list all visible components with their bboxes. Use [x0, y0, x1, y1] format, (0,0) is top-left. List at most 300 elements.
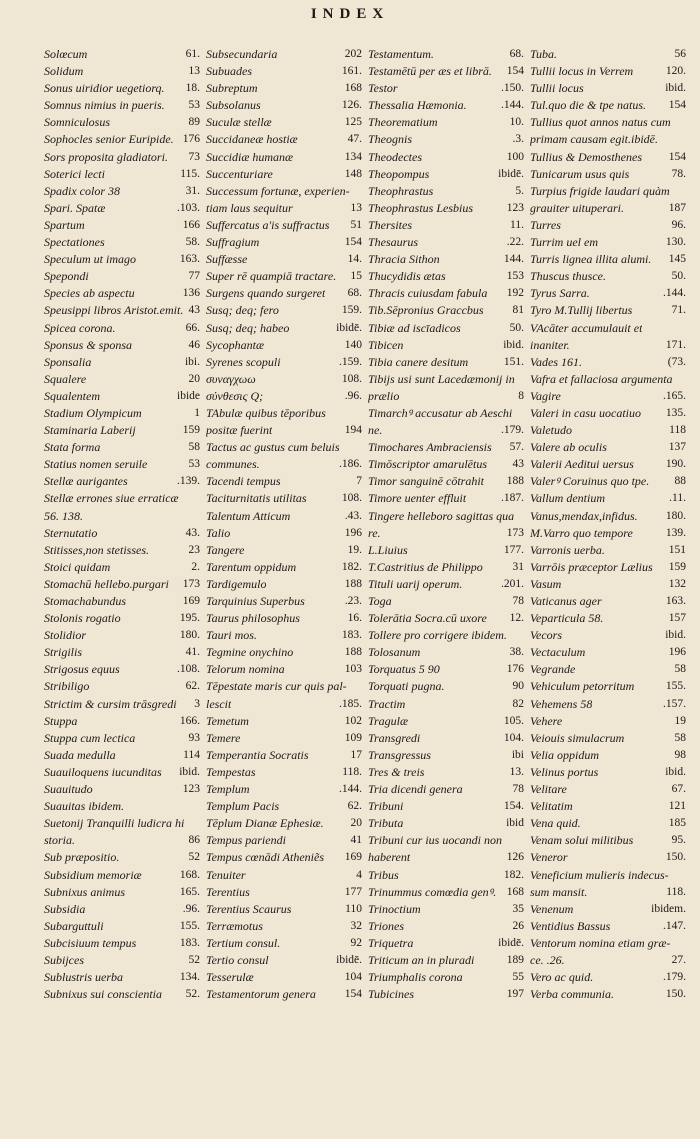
- index-entry: [530, 935, 686, 952]
- index-term: Testamentorum genera: [206, 987, 316, 1002]
- index-page-ref: [521, 627, 524, 644]
- index-entry: [206, 388, 362, 405]
- index-page-ref: 166.: [179, 714, 200, 727]
- index-entry: [44, 730, 200, 747]
- index-page-ref: 155.: [179, 919, 200, 932]
- index-term: Suffercatus a'is suffractus: [206, 217, 330, 232]
- index-term: Sponsus & sponsa: [44, 337, 133, 352]
- index-entry: [368, 456, 524, 473]
- index-page-ref: 43: [512, 458, 524, 471]
- index-term: Tolerātia Socra.cū uxore: [368, 611, 487, 626]
- index-term: Torquati pugna.: [368, 679, 445, 694]
- index-term: re.: [368, 525, 381, 540]
- index-entry: [368, 97, 524, 114]
- index-entry: [44, 456, 200, 473]
- index-entry: [206, 80, 362, 97]
- index-page-ref: 8: [518, 389, 524, 402]
- index-entry: [368, 627, 524, 644]
- index-entry: [530, 627, 686, 644]
- index-entry: [44, 525, 200, 542]
- index-page-ref: 50.: [671, 270, 686, 283]
- index-term: Velitatim: [530, 799, 573, 814]
- index-term: Sycophantæ: [206, 337, 264, 352]
- index-page-ref: [521, 371, 524, 388]
- index-page-ref: .3.: [512, 133, 524, 146]
- index-page-ref: 1: [194, 406, 200, 419]
- index-term: Subnixus animus: [44, 884, 125, 899]
- index-term: Theodectes: [368, 149, 422, 164]
- index-entry: [368, 183, 524, 200]
- index-term: Suetonij Tranquilli ludicra hi: [44, 816, 185, 831]
- index-term: Tenuiter: [206, 867, 246, 882]
- index-term: Tibia canere desitum: [368, 354, 469, 369]
- index-page-ref: 109: [344, 731, 362, 744]
- index-entry: [530, 46, 686, 63]
- index-entry: [206, 251, 362, 268]
- index-page-ref: [683, 320, 686, 337]
- index-page-ref: 67.: [671, 783, 686, 796]
- index-term: συναγχωω: [206, 371, 256, 386]
- index-entry: [206, 149, 362, 166]
- index-page-ref: 53: [188, 458, 200, 471]
- index-page-ref: 118: [669, 424, 686, 437]
- index-term: Species ab aspectu: [44, 286, 135, 301]
- index-entry: [368, 849, 524, 866]
- index-entry: [368, 302, 524, 319]
- index-term: Sors proposita gladiatori.: [44, 149, 168, 164]
- index-entry: [530, 217, 686, 234]
- index-term: Solœcum: [44, 47, 88, 61]
- index-page-ref: 43.: [185, 526, 200, 539]
- index-entry: [368, 593, 524, 610]
- index-entry: [44, 97, 200, 114]
- index-column-1: [44, 46, 200, 1002]
- index-entry: [206, 730, 362, 747]
- index-columns: [44, 46, 690, 1002]
- index-term: Suauitudo: [44, 782, 93, 797]
- index-page-ref: 144.: [503, 253, 524, 266]
- index-entry: [530, 234, 686, 251]
- index-page-ref: 5.: [515, 184, 524, 197]
- index-entry: [530, 781, 686, 798]
- index-page-ref: 61.: [185, 48, 200, 60]
- index-page-ref: 95.: [671, 834, 686, 847]
- index-page-ref: ibid.: [665, 82, 686, 95]
- index-entry: [44, 867, 200, 884]
- index-entry: [44, 285, 200, 302]
- index-entry: [206, 200, 362, 217]
- index-entry: [530, 422, 686, 439]
- index-term: Stolidior: [44, 628, 87, 643]
- index-page-ref: 177.: [503, 543, 524, 556]
- index-page-ref: 78.: [671, 167, 686, 180]
- index-page-ref: 46: [188, 338, 200, 351]
- index-entry: [368, 508, 524, 525]
- index-term: Vegrande: [530, 662, 576, 677]
- index-page-ref: 52: [188, 851, 200, 864]
- index-term: Tibicen: [368, 337, 404, 352]
- index-term: Subijces: [44, 952, 84, 967]
- index-page-ref: 196: [668, 646, 686, 659]
- index-entry: [44, 320, 200, 337]
- index-term: sum mansit.: [530, 884, 588, 899]
- index-entry: [530, 200, 686, 217]
- index-term: Syrenes scopuli: [206, 354, 281, 369]
- index-page-ref: .11.: [669, 492, 686, 505]
- index-entry: [530, 696, 686, 713]
- index-entry: [368, 576, 524, 593]
- index-page-ref: 56: [674, 48, 686, 60]
- index-entry: [368, 661, 524, 678]
- index-entry: [368, 730, 524, 747]
- index-page-ref: 19: [674, 714, 686, 727]
- index-entry: [368, 884, 524, 901]
- index-term: Tribuni cur ius uocandi non: [368, 833, 503, 848]
- index-entry: [368, 764, 524, 781]
- index-page-ref: 125: [344, 116, 362, 129]
- index-entry: [530, 730, 686, 747]
- index-term: Spadix color 38: [44, 183, 120, 198]
- index-term: Valetudo: [530, 423, 572, 438]
- index-term: Terentius Scaurus: [206, 901, 292, 916]
- index-term: Templum Pacis: [206, 799, 280, 814]
- index-term: Vallum dentium: [530, 491, 605, 506]
- index-term: Tul.quo die & tpe natus.: [530, 98, 647, 113]
- index-term: Turpius frigide laudari quàm: [530, 183, 670, 198]
- index-term: Thuscus thusce.: [530, 269, 606, 284]
- index-page-ref: 154: [506, 65, 524, 78]
- index-page-ref: 196: [344, 526, 362, 539]
- index-term: Thessalia Hæmonia.: [368, 98, 467, 113]
- index-term: Spepondi: [44, 269, 89, 284]
- index-entry: [530, 747, 686, 764]
- index-entry: [368, 439, 524, 456]
- index-page-ref: [359, 183, 362, 200]
- index-entry: [530, 114, 686, 131]
- index-entry: [368, 234, 524, 251]
- index-term: Tribus: [368, 867, 399, 882]
- index-term: Soterici lecti: [44, 166, 105, 181]
- index-page-ref: 197: [506, 988, 524, 1001]
- index-entry: [44, 422, 200, 439]
- index-entry: [206, 508, 362, 525]
- index-entry: [368, 696, 524, 713]
- index-page-ref: 192: [506, 287, 524, 300]
- index-page-ref: 180.: [665, 509, 686, 522]
- index-page-ref: 126: [506, 851, 524, 864]
- index-term: communes.: [206, 457, 260, 472]
- index-term: Subsecundaria: [206, 47, 278, 61]
- index-term: Subsidia: [44, 901, 86, 916]
- index-term: Turrim uel em: [530, 235, 599, 250]
- index-page-ref: ibidē.: [498, 167, 524, 180]
- index-page-ref: 51: [350, 218, 362, 231]
- index-entry: [206, 884, 362, 901]
- index-term: Tributa: [368, 816, 404, 831]
- index-entry: [368, 217, 524, 234]
- index-term: Vena quid.: [530, 816, 581, 831]
- index-page-ref: 88: [674, 475, 686, 488]
- index-term: Stellæ aurigantes: [44, 474, 128, 489]
- index-term: ce. .26.: [530, 952, 565, 967]
- index-page-ref: ibi: [511, 748, 524, 761]
- index-term: Valerꝰ Coruinus quo tpe.: [530, 474, 650, 489]
- index-entry: [368, 815, 524, 832]
- index-entry: [530, 149, 686, 166]
- index-page-ref: ibid: [506, 817, 524, 830]
- index-page-ref: [521, 508, 524, 525]
- index-entry: [368, 166, 524, 183]
- index-term: Tempus pariendi: [206, 833, 286, 848]
- index-page-ref: 154: [344, 236, 362, 249]
- index-page-ref: 81: [512, 304, 524, 317]
- index-term: Timor sanguinē cōtrahit: [368, 474, 485, 489]
- index-page-ref: 82: [512, 697, 524, 710]
- index-term: Tolosanum: [368, 645, 421, 660]
- index-term: Subuades: [206, 64, 252, 79]
- index-entry: [206, 764, 362, 781]
- index-entry: [44, 661, 200, 678]
- index-entry: [530, 183, 686, 200]
- index-term: Vasum: [530, 576, 562, 591]
- index-page-ref: [359, 678, 362, 695]
- index-term: Tullius quot annos natus cum: [530, 115, 671, 130]
- index-page-ref: 182.: [341, 560, 362, 573]
- index-entry: [530, 713, 686, 730]
- index-term: Tactus ac gustus cum beluis: [206, 440, 340, 455]
- index-term: inaniter.: [530, 337, 570, 352]
- index-entry: [44, 337, 200, 354]
- index-term: Vehiculum petorritum: [530, 679, 635, 694]
- index-page-ref: .179.: [501, 424, 524, 437]
- index-entry: [206, 610, 362, 627]
- index-entry: [368, 80, 524, 97]
- index-page-ref: 165.: [179, 885, 200, 898]
- index-page-ref: 4: [356, 868, 362, 881]
- index-entry: [368, 422, 524, 439]
- index-entry: [44, 166, 200, 183]
- index-page-ref: ibid.: [665, 629, 686, 642]
- index-page-ref: 26: [512, 919, 524, 932]
- index-term: Suauitas ibidem.: [44, 799, 124, 814]
- index-term: Speusippi libros Aristot.emit.: [44, 303, 184, 318]
- index-page-ref: .144.: [339, 783, 362, 796]
- index-entry: [368, 388, 524, 405]
- index-term: Ventorum nomina etiam græ-: [530, 935, 671, 950]
- index-term: Vaticanus ager: [530, 594, 602, 608]
- index-entry: [44, 302, 200, 319]
- index-page-ref: 43: [188, 304, 200, 317]
- index-term: Strigilis: [44, 645, 83, 660]
- index-term: Testor: [368, 81, 398, 96]
- index-term: Tegmine onychino: [206, 645, 294, 660]
- index-page-ref: 108.: [341, 372, 362, 385]
- index-page-ref: 159.: [341, 304, 362, 317]
- index-page-ref: 100: [506, 150, 524, 163]
- index-entry: [44, 149, 200, 166]
- index-term: Taurus philosophus: [206, 611, 300, 626]
- index-page-ref: 92: [350, 936, 362, 949]
- index-entry: [44, 490, 200, 507]
- index-page-ref: 189: [506, 953, 524, 966]
- index-entry: [44, 439, 200, 456]
- index-page-ref: 123: [182, 783, 200, 796]
- index-entry: [368, 747, 524, 764]
- index-page-ref: .150.: [501, 82, 524, 95]
- index-page-ref: 35: [512, 902, 524, 915]
- index-term: Triquetra: [368, 935, 414, 950]
- index-page-ref: (73.: [667, 355, 686, 368]
- index-entry: [368, 559, 524, 576]
- index-page-ref: 98: [674, 748, 686, 761]
- index-page-ref: 177: [344, 885, 362, 898]
- index-entry: [44, 935, 200, 952]
- index-term: Theopompus: [368, 166, 430, 181]
- index-entry: [530, 456, 686, 473]
- index-page-ref: 105.: [503, 714, 524, 727]
- index-term: ne.: [368, 423, 383, 438]
- index-entry: [206, 969, 362, 986]
- index-term: Telorum nomina: [206, 662, 285, 677]
- index-page-ref: 123: [506, 201, 524, 214]
- index-term: Stribiligo: [44, 679, 90, 694]
- index-term: Toga: [368, 594, 392, 608]
- index-page-ref: .201.: [501, 577, 524, 590]
- index-page-ref: 157: [668, 612, 686, 625]
- index-entry: [530, 320, 686, 337]
- index-term: Stomachabundus: [44, 594, 126, 608]
- index-term: Stomachū hellebo.purgari: [44, 576, 169, 591]
- index-term: Tempestas: [206, 764, 256, 779]
- index-term: Staminaria Laberij: [44, 423, 136, 438]
- index-term: σύνθεσις Q;: [206, 388, 264, 403]
- index-page-ref: .147.: [663, 919, 686, 932]
- index-term: Templum: [206, 782, 250, 797]
- index-page-ref: 93: [188, 731, 200, 744]
- index-term: primam causam egit.ibidē.: [530, 132, 658, 147]
- index-term: Tollere pro corrigere ibidem.: [368, 628, 507, 643]
- index-entry: [44, 354, 200, 371]
- index-page-ref: .96.: [344, 389, 362, 402]
- index-page-ref: 169: [344, 851, 362, 864]
- index-entry: [206, 371, 362, 388]
- index-page-ref: 20: [188, 372, 200, 385]
- index-page-ref: 41.: [185, 646, 200, 659]
- index-entry: [206, 815, 362, 832]
- index-page-ref: 19.: [347, 543, 362, 556]
- index-entry: [368, 678, 524, 695]
- index-entry: [44, 713, 200, 730]
- index-page-ref: .159.: [339, 355, 362, 368]
- index-entry: [206, 320, 362, 337]
- index-page-ref: 58: [188, 441, 200, 454]
- index-term: Temetum: [206, 713, 249, 728]
- index-page-ref: 77: [188, 270, 200, 283]
- index-page-ref: 139.: [665, 526, 686, 539]
- index-page-ref: 57.: [509, 441, 524, 454]
- index-page-ref: 154: [668, 99, 686, 112]
- index-entry: [44, 251, 200, 268]
- index-entry: [368, 114, 524, 131]
- index-page-ref: 20: [350, 817, 362, 830]
- index-term: Statius nomen seruile: [44, 457, 148, 472]
- index-term: Tempus cœnādi Atheniẽs: [206, 850, 325, 865]
- index-term: 56. 138.: [44, 508, 83, 523]
- index-entry: [368, 525, 524, 542]
- index-term: Terræmotus: [206, 918, 263, 933]
- index-page-ref: .179.: [663, 971, 686, 984]
- index-page-ref: 135.: [665, 406, 686, 419]
- index-page-ref: 134: [344, 150, 362, 163]
- index-page-ref: 169: [182, 595, 200, 607]
- index-term: Sub præpositio.: [44, 850, 120, 865]
- index-entry: [44, 131, 200, 148]
- index-page-ref: 176: [182, 133, 200, 146]
- index-term: Tubicines: [368, 987, 415, 1002]
- index-entry: [206, 661, 362, 678]
- index-entry: [368, 490, 524, 507]
- index-entry: [530, 969, 686, 986]
- index-term: Sophocles senior Euripide.: [44, 132, 174, 147]
- index-entry: [44, 388, 200, 405]
- index-term: Tunicarum usus quis: [530, 166, 630, 181]
- index-term: Spicea corona.: [44, 320, 116, 335]
- index-page-ref: 115.: [180, 167, 200, 180]
- index-page-ref: .43.: [344, 509, 362, 522]
- index-term: Tria dicendi genera: [368, 782, 463, 797]
- index-term: tiam laus sequitur: [206, 200, 293, 215]
- index-entry: [44, 815, 200, 832]
- index-page-ref: 145: [668, 253, 686, 266]
- index-entry: [530, 473, 686, 490]
- index-term: prælio: [368, 388, 400, 403]
- index-entry: [206, 627, 362, 644]
- index-entry: [368, 542, 524, 559]
- index-entry: [44, 200, 200, 217]
- index-term: Tarentum oppidum: [206, 559, 297, 574]
- index-page-ref: 163.: [179, 253, 200, 266]
- index-page-ref: 134.: [179, 971, 200, 984]
- index-term: Suffæsse: [206, 252, 248, 267]
- index-term: Thucydidis ætas: [368, 269, 446, 284]
- index-page-ref: 154.: [503, 800, 524, 813]
- index-term: TAbulæ quibus tēporibus: [206, 405, 326, 420]
- index-term: Testamentum.: [368, 47, 434, 61]
- index-entry: [44, 849, 200, 866]
- index-term: Sternutatio: [44, 525, 98, 540]
- index-entry: [368, 405, 524, 422]
- index-entry: [530, 337, 686, 354]
- index-term: Tangere: [206, 542, 245, 557]
- index-entry: [530, 576, 686, 593]
- index-term: Stata forma: [44, 440, 101, 455]
- index-column-3: [368, 46, 524, 1002]
- index-page-ref: 148: [344, 167, 362, 180]
- index-page-ref: 47.: [347, 133, 362, 146]
- index-entry: [368, 713, 524, 730]
- index-term: Velinus portus: [530, 764, 599, 779]
- index-term: Theophrastus: [368, 183, 434, 198]
- index-page-ref: 78: [512, 595, 524, 607]
- index-page-ref: [521, 405, 524, 422]
- index-page-ref: 58: [674, 663, 686, 676]
- index-entry: [44, 371, 200, 388]
- index-term: Subsidium memoriæ: [44, 867, 142, 882]
- index-entry: [206, 473, 362, 490]
- index-entry: [44, 405, 200, 422]
- index-entry: [530, 593, 686, 610]
- index-page-ref: 7: [356, 475, 362, 488]
